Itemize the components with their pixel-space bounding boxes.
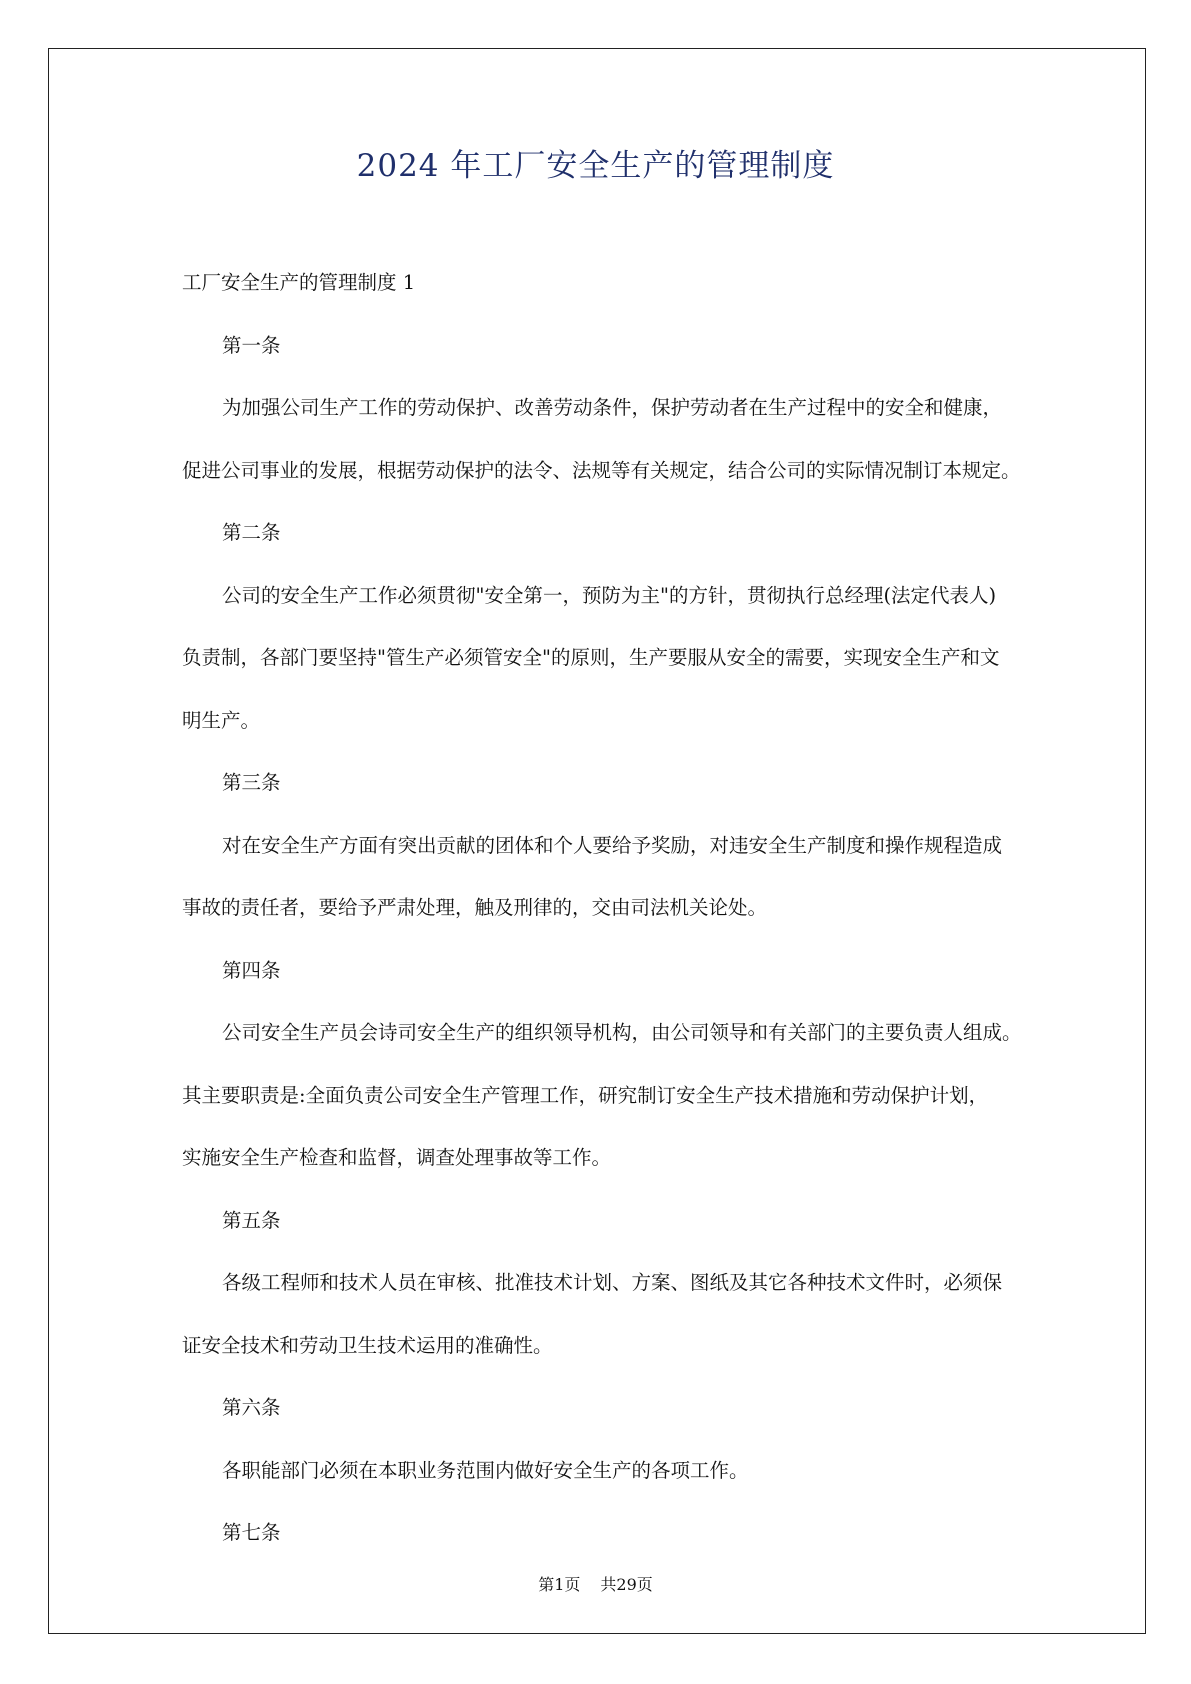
body-line: 第一条 xyxy=(222,333,281,357)
document-title: 2024 年工厂安全生产的管理制度 xyxy=(356,148,835,184)
body-line: 事故的责任者，要给予严肃处理，触及刑律的，交由司法机关论处。 xyxy=(182,896,768,919)
body-line: 第六条 xyxy=(222,1396,281,1419)
body-line: 第二条 xyxy=(222,521,281,544)
body-line: 第五条 xyxy=(222,1208,281,1232)
body-line: 第四条 xyxy=(222,958,281,982)
body-line: 负责制，各部门要坚持"管生产必须管安全"的原则，生产要服从安全的需要，实现安全生产和文 xyxy=(182,646,1000,669)
body-line: 其主要职责是:全面负责公司安全生产管理工作，研究制订安全生产技术措施和劳动保护计划， xyxy=(182,1083,989,1107)
body-line: 第三条 xyxy=(222,771,281,794)
body-line: 证安全技术和劳动卫生技术运用的准确性。 xyxy=(182,1333,553,1357)
page-footer xyxy=(0,1572,1191,1595)
body-line: 各级工程师和技术人员在审核、批准技术计划、方案、图纸及其它各种技术文件时，必须保 xyxy=(222,1271,1003,1294)
body-line: 实施安全生产检查和监督，调查处理事故等工作。 xyxy=(182,1146,612,1169)
page-number-current: 第1页 xyxy=(538,1575,581,1594)
body-line: 工厂安全生产的管理制度 1 xyxy=(182,271,416,294)
page-number-total: 共29页 xyxy=(600,1575,653,1594)
body-line: 促进公司事业的发展，根据劳动保护的法令、法规等有关规定，结合公司的实际情况制订本规定。 xyxy=(182,458,1021,482)
document-body xyxy=(182,252,1028,1565)
body-line: 各职能部门必须在本职业务范围内做好安全生产的各项工作。 xyxy=(222,1458,749,1482)
body-line: 对在安全生产方面有突出贡献的团体和个人要给予奖励，对违安全生产制度和操作规程造成 xyxy=(222,833,1003,857)
body-line: 第七条 xyxy=(222,1521,281,1544)
body-line: 公司的安全生产工作必须贯彻"安全第一，预防为主"的方针，贯彻执行总经理(法定代表人) xyxy=(222,583,997,607)
body-line: 公司安全生产员会诗司安全生产的组织领导机构，由公司领导和有关部门的主要负责人组成。 xyxy=(222,1021,1022,1044)
body-line: 为加强公司生产工作的劳动保护、改善劳动条件，保护劳动者在生产过程中的安全和健康， xyxy=(222,396,1003,419)
body-line: 明生产。 xyxy=(182,708,261,732)
